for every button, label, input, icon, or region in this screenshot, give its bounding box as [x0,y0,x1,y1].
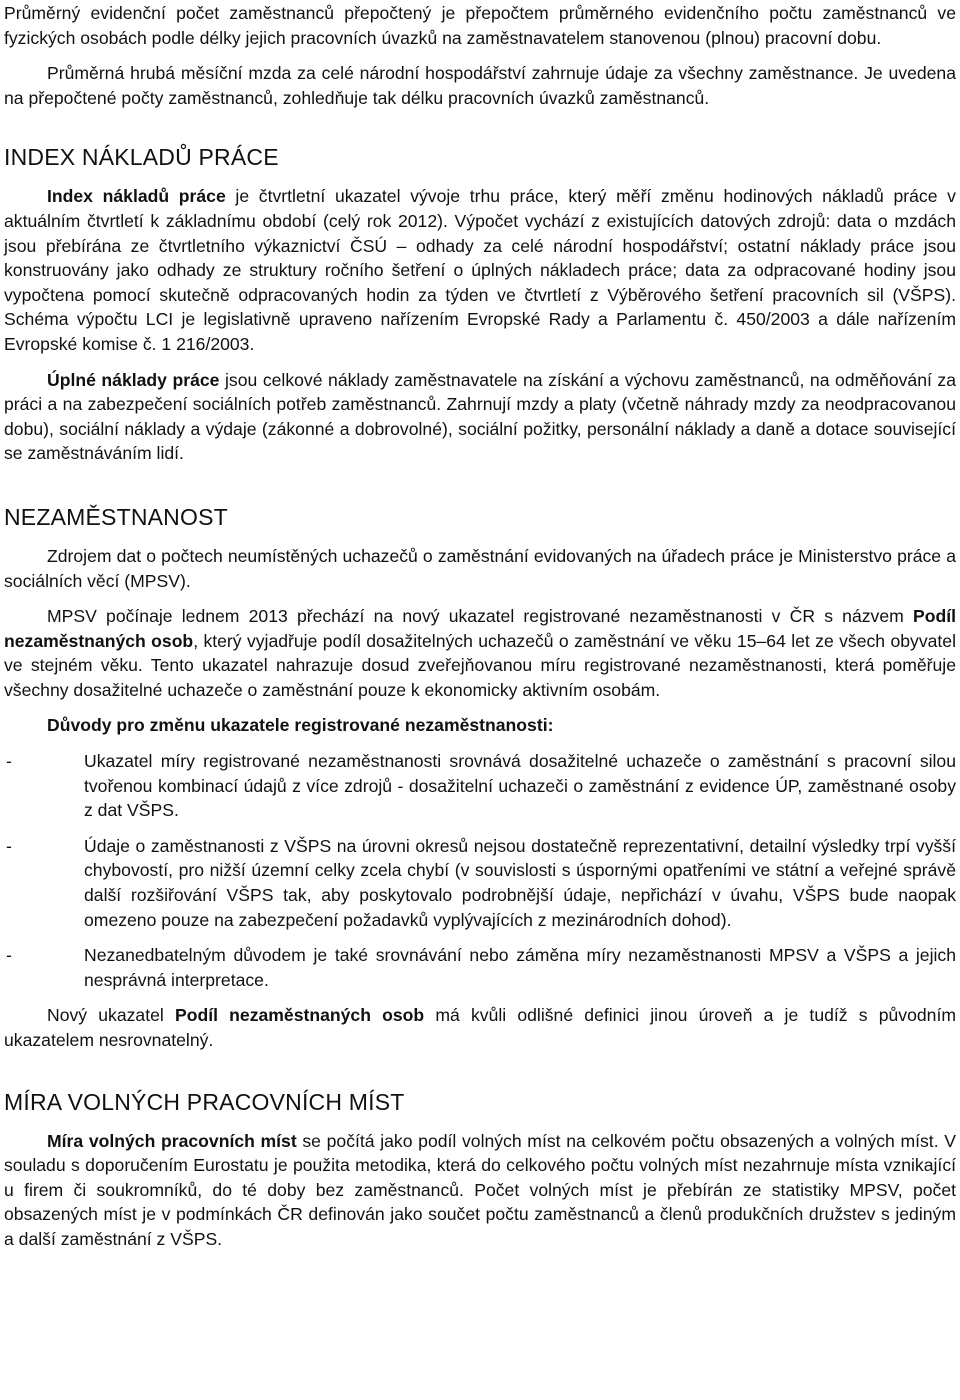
list-item [4,834,956,932]
comparability-text-end: má kvůli odlišné definici jinou úroveň a je tudíž s původním ukazatelem nesrovnatelný. [4,1005,957,1050]
vacancy-rate-section [4,1088,956,1252]
section-heading-vacancy-rate: MÍRA VOLNÝCH PRACOVNÍCH MÍST [4,1088,405,1115]
list-bullet: - [6,945,12,966]
intro-paragraph-headcount: Průměrný evidenční počet zaměstnanců přepočtený je přepočtem průměrného evidenčního počtu zaměstnanců ve fyzických osobách podle délky jejich pracovních úvazků na zaměstnavatelem stanovenou (plnou) pracovní dobu. [4,3,956,48]
unemployment-source-paragraph: Zdrojem dat o počtech neumístěných uchazečů o zaměstnání evidovaných na úřadech práce je Ministerstvo práce a sociálních věcí (MPSV). [4,545,956,591]
list-item-text: Údaje o zaměstnanosti z VŠPS na úrovni okresů nejsou dostatečně reprezentativní, detailní výsledky trpí vyšší chybovostí, pro nižší územní celky zcela chybí (v souvislosti s úspornými opatřeními ve státní a veřejné správě další rozšiřování VŠPS tak, aby poskytovalo podrobnější údaje, nepřichází v úvahu, VŠPS bude naopak omezeno pouze na zabezpečení požadavků vyplývajících z mezinárodních dohod). [84,835,956,930]
intro-section [4,0,956,110]
new-indicator-text-start: MPSV počínaje lednem 2013 přechází na nový ukazatel registrované nezaměstnanosti v ČR s názvem [47,606,913,627]
labour-cost-index-section [4,143,956,466]
term-vacancy-rate: Míra volných pracovních míst [47,1130,297,1151]
total-labour-cost-paragraph [4,368,956,466]
labour-cost-index-text: je čtvrtletní ukazatel vývoje trhu práce, který měří změnu hodinových nákladů práce v aktuálním čtvrtletí k základnímu období (celý rok 2012). Výpočet vychází z existujících datových zdrojů: data o mzdách jsou přebírána ze čtvrtletního výkaznictví ČSÚ – odhady za celé národní hospodářství; ostatní náklady práce jsou konstruovány jako odhady ze struktury ročního šetření o úplných nákladech práce; data za odpracované hodiny jsou vypočtena pomocí skutečně odpracovaných hodin za týden ve čtvrtletí z Výběrového šetření pracovních sil (VŠPS). Schéma výpočtu LCI je legislativně upraveno nařízením Evropské Rady a Parlamentu č. 450/2003 a dále nařízením Evropské komise č. 1 216/2003. [4,186,956,354]
unemployment-section [4,503,956,1053]
comparability-text-start: Nový ukazatel [47,1005,175,1026]
vacancy-rate-paragraph [4,1129,956,1252]
vacancy-rate-text: se počítá jako podíl volných míst na celkovém počtu obsazených a volných míst. V souladu s doporučením Eurostatu je použita metodika, která do celkového počtu volných míst nezahrnuje místa vznikající u firem či soukromníků, do té doby bez zaměstnanců. Počet volných míst je přebírán ze statistiky MPSV, počet obsazených míst je v podmínkách ČR definován jako součet počtu zaměstnanců a členů produkčních družstev s jediným a další zaměstnání z VŠPS. [4,1130,956,1249]
list-item-text: Ukazatel míry registrované nezaměstnanosti srovnává dosažitelné uchazeče o zaměstnání s pracovní silou tvořenou kombinací údajů z více zdrojů - dosažitelní uchazeči o zaměstnání z evidence ÚP, zaměstnané osoby z dat VŠPS. [84,751,956,821]
new-indicator-text-end: , který vyjadřuje podíl dosažitelných uchazečů o zaměstnání ve věku 15–64 let ze všech obyvatel ve stejném věku. Tento ukazatel nahrazuje dosud zveřejňovanou míru registrované nezaměstnanosti, která poměřuje všechny dosažitelné uchazeče o zaměstnání pouze k ekonomicky aktivním osobám. [4,630,956,700]
list-item [4,943,956,992]
list-item [4,749,956,823]
reasons-heading: Důvody pro změnu ukazatele registrované nezaměstnanosti: [47,715,554,736]
reasons-list [4,749,956,992]
list-bullet: - [6,751,12,772]
labour-cost-index-paragraph [4,184,956,356]
term-total-labour-cost: Úplné náklady práce [47,369,220,390]
unemployment-new-indicator-paragraph [4,604,956,702]
total-labour-cost-text: jsou celkové náklady zaměstnavatele na získání a výchovu zaměstnanců, na odměňování za práci a na zabezpečení sociálních potřeb zaměstnanců. Zahrnují mzdy a platy (včetně náhrady mzdy za neodpracovanou dobu), sociální náklady a výdaje (zákonné a dobrovolné), sociální požitky, personální náklady a daně a dotace související se zaměstnáváním lidí. [4,369,956,464]
term-labour-cost-index: Index nákladů práce [47,186,226,207]
unemployment-comparability-paragraph [4,1003,956,1052]
list-item-text: Nezanedbatelným důvodem je také srovnávání nebo záměna míry nezaměstnanosti MPSV a VŠPS a jejich nesprávná interpretace. [84,945,956,990]
term-share-unemployed: Podíl nezaměstnaných osob [4,606,956,651]
term-share-unemployed-2: Podíl nezaměstnaných osob [174,1005,425,1026]
section-heading-unemployment: NEZAMĚSTNANOST [4,503,228,530]
intro-paragraph-wage: Průměrná hrubá měsíční mzda za celé národní hospodářství zahrnuje údaje za všechny zaměstnance. Je uvedena na přepočtené počty zaměstnanců, zohledňuje tak délku pracovních úvazků zaměstnanců. [4,63,956,108]
list-bullet: - [6,835,12,856]
section-heading-labour-cost-index: INDEX NÁKLADŮ PRÁCE [4,144,279,171]
